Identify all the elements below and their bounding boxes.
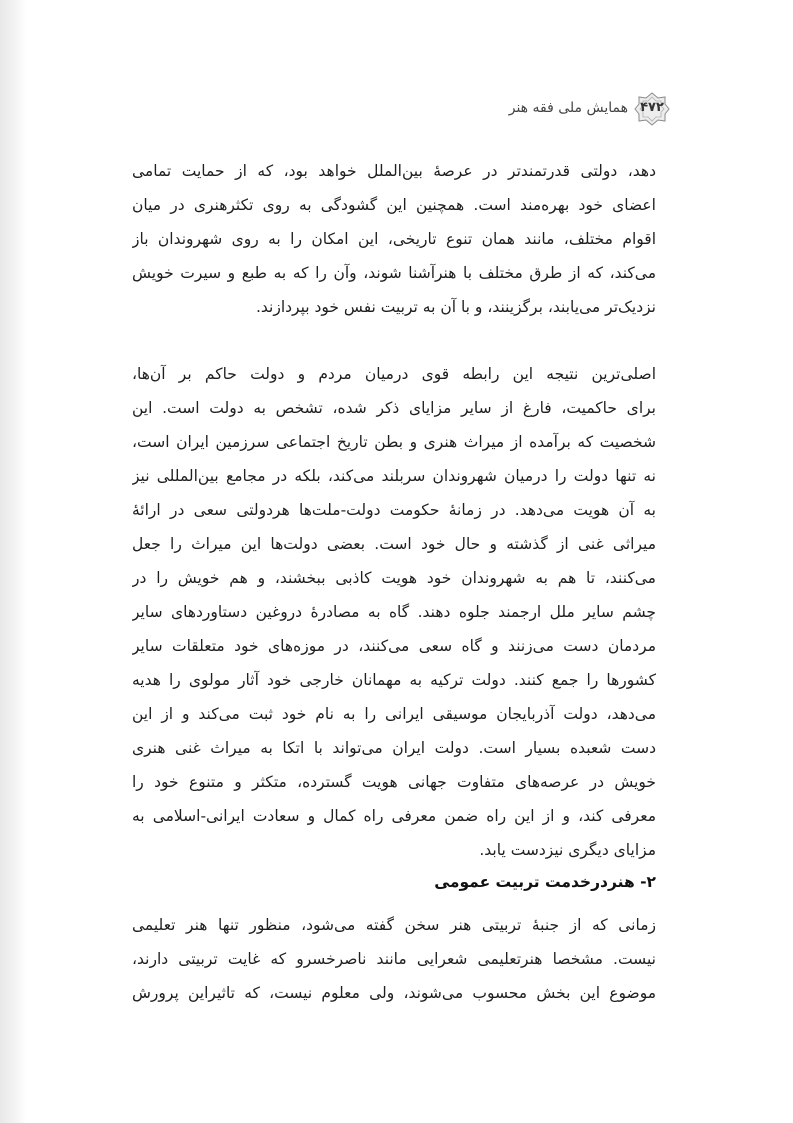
text-line: نه تنها دولت را درمیان شهروندان سربلند می‌کند، بلکه در مجامع بین‌المللی نیز [132, 467, 656, 485]
page-number-ornament-icon [634, 92, 670, 126]
text-line: دست شعبده بسیار است. دولت ایران می‌تواند با اتکا به میراث غنی هنری [132, 739, 656, 757]
text-line: میراثی غنی از گذشته و حال خود است. بعضی دولت‌ها این میراث را جعل [132, 535, 656, 553]
text-line: می‌دهد، دولت آذربایجان موسیقی ایرانی را به نام خود ثبت می‌کند و از این [132, 705, 656, 723]
text-line: اعضای خود بهره‌مند است. همچنین این گشودگی به روی تکثرهنری در میان [132, 196, 656, 214]
journal-title: همایش ملی فقه هنر [508, 100, 628, 116]
page-number: ۴۷۲ [640, 100, 664, 115]
text-line: زمانی که از جنبهٔ تربیتی هنر سخن گفته می‌شود، منظور تنها هنر تعلیمی [132, 916, 656, 934]
running-header [430, 92, 670, 126]
text-line: کشورها را جمع کنند. دولت ترکیه به مهمانان خارجی خود آثار مولوی را هدیه [132, 671, 656, 689]
text-line: خویش در عرصه‌های متفاوت جهانی هویت گسترده، متکثر و متنوع خود را [132, 773, 656, 791]
text-line: برای حاکمیت، فارغ از سایر مزایای ذکر شده، تشخص به دولت است. این [132, 399, 656, 417]
scan-edge-shadow [0, 0, 26, 1123]
text-line: مزایای دیگری نیزدست یابد. [479, 841, 656, 859]
text-line: اصلی‌ترین نتیجه این رابطه قوی درمیان مردم و دولت حاکم بر آن‌ها، [132, 365, 656, 383]
section-heading: ۲- هنردرخدمت تربیت عمومی [434, 873, 656, 891]
text-line: می‌کند، که از طرق مختلف با هنرآشنا شوند، وآن را که به طبع و سیرت خویش [132, 264, 656, 282]
text-line: اقوام مختلف، مانند همان تنوع تاریخی، این امکان را به روی شهروندان باز [132, 230, 656, 248]
text-line: به آن هویت می‌دهد. در زمانهٔ حکومت دولت-ملت‌ها هردولتی سعی در ارائهٔ [132, 501, 656, 519]
paragraph-1 [132, 154, 656, 324]
text-line: دهد، دولتی قدرتمندتر در عرصهٔ بین‌الملل خواهد بود، که از حمایت تمامی [132, 162, 656, 180]
text-line: مردمان دست می‌زنند و گاه سعی می‌کنند، در موزه‌های خود متعلقات سایر [132, 637, 656, 655]
text-line: شخصیت که برآمده از میراث هنری و بطن تاریخ اجتماعی سرزمین ایران است، [132, 433, 656, 451]
text-line: می‌کنند، تا هم به شهروندان خود هویت کاذبی ببخشند، و هم خویش را در [132, 569, 656, 587]
text-line: موضوع این بخش محسوب می‌شوند، ولی معلوم نیست، که تاثیراین پرورش [132, 984, 656, 1002]
paragraph-3 [132, 908, 656, 1010]
text-line: معرفی کند، و از این راه ضمن معرفی راه کمال و سعادت ایرانی-اسلامی به [132, 807, 656, 825]
paragraph-2 [132, 357, 656, 867]
text-line: چشم سایر ملل ارجمند جلوه دهند. گاه به مصادرهٔ دروغین دستاوردهای سایر [132, 603, 656, 621]
text-line: نیست. مشخصا هنرتعلیمی شعرایی مانند ناصرخسرو که غایت تربیتی دارند، [132, 950, 656, 968]
text-line: نزدیک‌تر می‌یابند، برگزینند، و با آن به تربیت نفس خود بپردازند. [255, 298, 656, 316]
